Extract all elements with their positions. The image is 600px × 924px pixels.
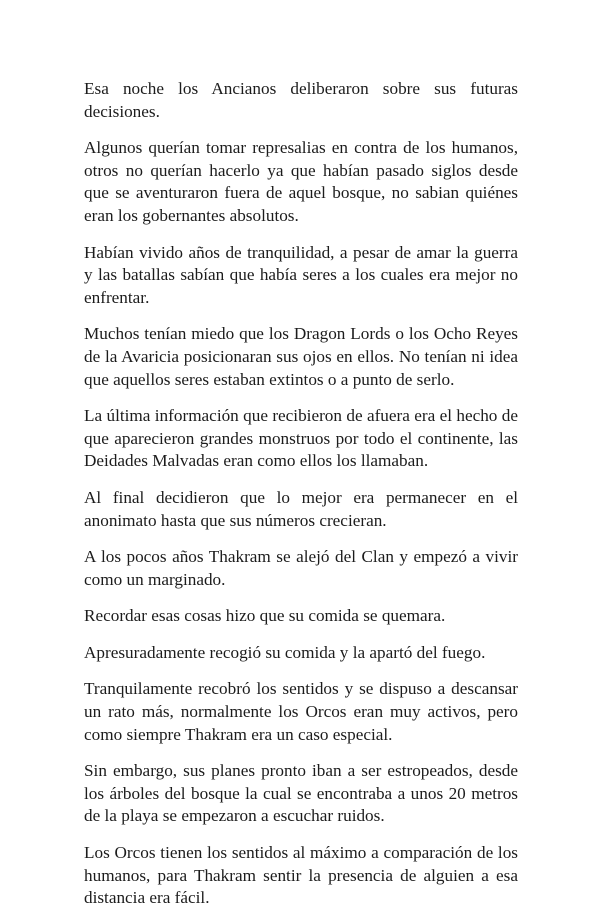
paragraph-4: Muchos tenían miedo que los Dragon Lords o los Ocho Reyes de la Avaricia posicionaran sus ojos en ellos. No tenían ni idea que aquellos seres estaban extintos o a punto de serlo. — [84, 324, 518, 389]
page-body — [84, 78, 518, 924]
paragraph-11: Sin embargo, sus planes pronto iban a ser estropeados, desde los árboles del bosque la cual se encontraba a unos 20 metros de la playa se empezaron a escuchar ruidos. — [84, 761, 518, 826]
paragraph-5: La última información que recibieron de afuera era el hecho de que aparecieron grandes monstruos por todo el continente, las Deidades Malvadas eran como ellos los llamaban. — [84, 406, 518, 471]
paragraph-10: Tranquilamente recobró los sentidos y se dispuso a descansar un rato más, normalmente los Orcos eran muy activos, pero como siempre Thakram era un caso especial. — [84, 679, 518, 744]
paragraph-7: A los pocos años Thakram se alejó del Clan y empezó a vivir como un marginado. — [84, 547, 518, 589]
paragraph-2: Algunos querían tomar represalias en contra de los humanos, otros no querían hacerlo ya que habían pasado siglos desde que se aventuraron fuera de aquel bosque, no sabian quiénes eran los gobernantes absolutos. — [84, 138, 518, 225]
paragraph-8: Recordar esas cosas hizo que su comida se quemara. — [84, 606, 446, 626]
paragraph-6: Al final decidieron que lo mejor era permanecer en el anonimato hasta que sus números crecieran. — [84, 487, 518, 530]
paragraph-9: Apresuradamente recogió su comida y la apartó del fuego. — [84, 642, 486, 662]
paragraph-1: Esa noche los Ancianos deliberaron sobre sus futuras decisiones. — [84, 79, 518, 121]
paragraph-12: Los Orcos tienen los sentidos al máximo a comparación de los humanos, para Thakram sentir la presencia de alguien a esa distancia era fácil. — [84, 843, 518, 908]
paragraph-3: Habían vivido años de tranquilidad, a pesar de amar la guerra y las batallas sabían que había seres a los cuales era mejor no enfrentar. — [84, 242, 518, 307]
